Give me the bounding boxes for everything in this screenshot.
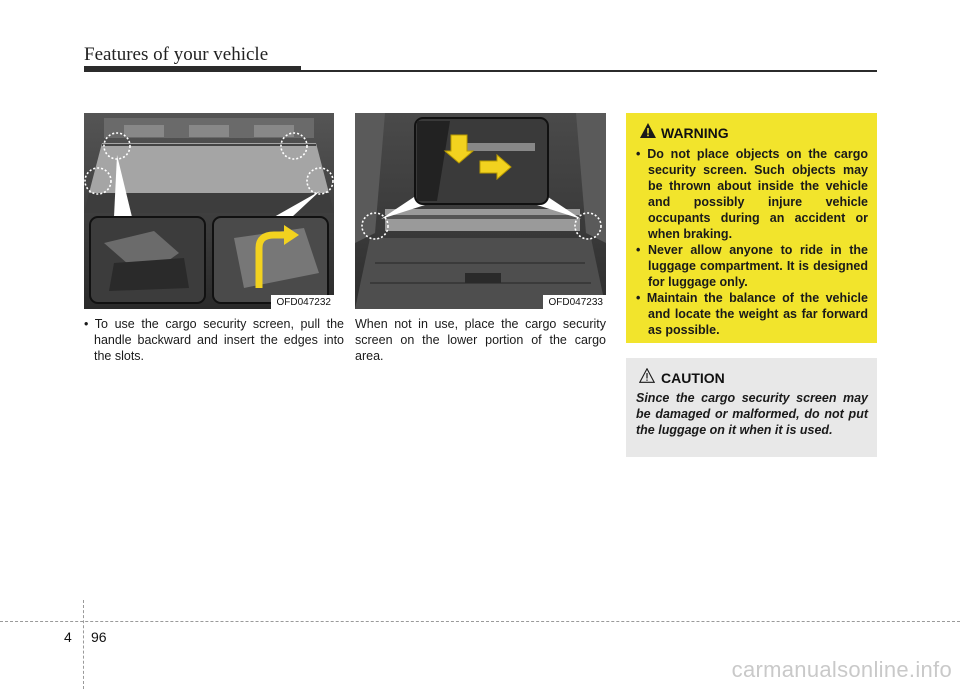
warning-item-text: Never allow anyone to ride in the luggage compartment. It is designed for luggage only. (648, 243, 869, 289)
warning-icon (640, 123, 656, 138)
caution-box (626, 358, 877, 457)
warning-item: • Never allow anyone to ride in the luggage compartment. It is designed for luggage only. (636, 243, 869, 289)
warning-title: WARNING (661, 125, 729, 141)
instruction-bullet-text: To use the cargo security screen, pull the handle backward and insert the edges into the slots. (94, 317, 344, 363)
warning-list (636, 146, 868, 338)
caution-text: Since the cargo security screen may be damaged or malformed, do not put the luggage on it when it is used. (636, 391, 868, 437)
header-rule (84, 66, 301, 72)
figure-illustration (355, 113, 606, 309)
figure-code: OFD047233 (543, 295, 606, 309)
page-number: 96 (91, 629, 107, 645)
instruction-bullet: • To use the cargo security screen, pull the handle backward and insert the edges into the slots. (84, 317, 344, 363)
warning-item: • Do not place objects on the cargo security screen. Such objects may be thrown about inside the vehicle and possibly injure vehicle occupants during an accident or when braking. (636, 147, 868, 241)
figure-illustration (84, 113, 334, 309)
header-rule-thin (301, 70, 877, 72)
caution-title: CAUTION (661, 370, 725, 386)
footer-vertical-divider (83, 600, 84, 689)
footer-divider (0, 621, 960, 622)
figure-cargo-screen-install (84, 113, 334, 309)
stow-instruction: When not in use, place the cargo security screen on the lower portion of the cargo area. (355, 317, 606, 363)
warning-box (626, 113, 877, 343)
figure-cargo-screen-stow (355, 113, 606, 309)
warning-item: • Maintain the balance of the vehicle and locate the weight as far forward as possible. (636, 291, 868, 337)
caution-icon (639, 368, 655, 383)
chapter-number: 4 (64, 629, 72, 645)
page-header-title: Features of your vehicle (84, 44, 269, 65)
watermark: carmanualsonline.info (731, 657, 952, 682)
warning-item-text: Do not place objects on the cargo security screen. Such objects may be thrown about inside the vehicle and possibly injure vehicle occupants during an accident or when braking. (647, 147, 868, 241)
figure-code: OFD047232 (271, 295, 334, 309)
warning-item-text: Maintain the balance of the vehicle and locate the weight as far forward as possible. (646, 291, 868, 337)
